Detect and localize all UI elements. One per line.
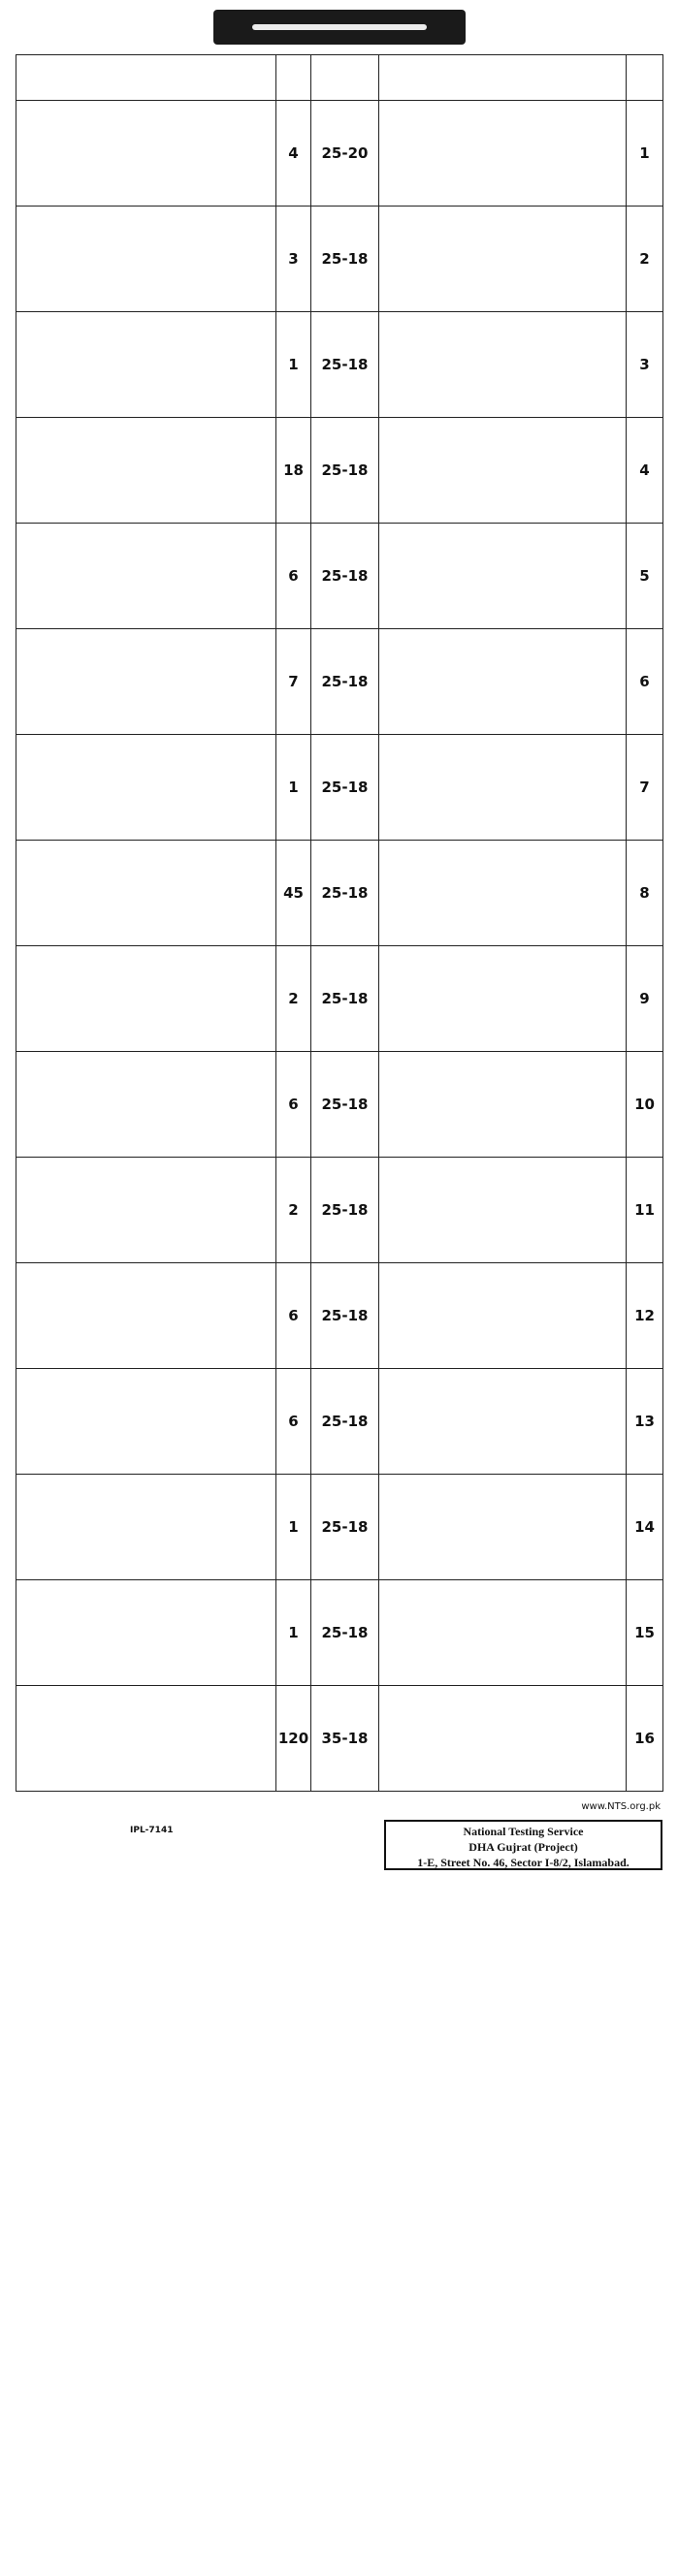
serial-cell: [627, 1263, 663, 1369]
serial-cell: [627, 312, 663, 418]
post-title-cell: [379, 735, 627, 841]
age-range-cell: [311, 841, 379, 946]
post-title-cell: [379, 1475, 627, 1580]
serial-cell-text: 2: [639, 250, 650, 268]
qualification-cell: [16, 1475, 276, 1580]
post-title-cell: [379, 207, 627, 312]
serial-cell: [627, 207, 663, 312]
qualification-cell: [16, 735, 276, 841]
qualification-cell: [16, 524, 276, 629]
age-range-cell-text: 25-18: [321, 461, 369, 479]
age-range-cell: [311, 418, 379, 524]
post-count-cell-text: 4: [288, 144, 299, 162]
table-row: [16, 524, 663, 629]
age-range-cell: [311, 1369, 379, 1475]
age-range-cell: [311, 735, 379, 841]
qualification-cell: [16, 1263, 276, 1369]
post-count-cell: [276, 1158, 311, 1263]
post-title-cell: [379, 418, 627, 524]
qualification-cell: [16, 207, 276, 312]
header-post: [379, 55, 627, 101]
post-title-cell: [379, 1158, 627, 1263]
age-range-cell-text: 25-18: [321, 1413, 369, 1430]
serial-cell: [627, 735, 663, 841]
serial-cell: [627, 1052, 663, 1158]
post-count-cell: [276, 524, 311, 629]
serial-cell-text: 16: [634, 1730, 655, 1747]
post-count-cell: [276, 841, 311, 946]
table-header-row: [16, 55, 663, 101]
serial-cell-text: 8: [639, 884, 650, 902]
post-count-cell: [276, 1580, 311, 1686]
table-row: [16, 1158, 663, 1263]
nts-name: National Testing Service: [463, 1825, 584, 1838]
post-count-cell: [276, 735, 311, 841]
age-range-cell: [311, 101, 379, 207]
post-title-cell: [379, 629, 627, 735]
post-count-cell-text: 2: [288, 990, 299, 1007]
post-count-cell: [276, 1475, 311, 1580]
post-title-cell: [379, 841, 627, 946]
serial-cell: [627, 1158, 663, 1263]
qualification-cell: [16, 101, 276, 207]
post-count-cell-text: 6: [288, 1307, 299, 1324]
serial-cell-text: 3: [639, 356, 650, 373]
header-count: [276, 55, 311, 101]
post-count-cell-text: 1: [288, 1518, 299, 1536]
post-count-cell-text: 7: [288, 673, 299, 690]
post-count-cell-text: 3: [288, 250, 299, 268]
age-range-cell-text: 25-18: [321, 250, 369, 268]
table-row: [16, 1369, 663, 1475]
nts-website-link[interactable]: www.NTS.org.pk: [581, 1801, 661, 1812]
qualification-cell: [16, 1686, 276, 1792]
age-range-cell: [311, 1580, 379, 1686]
age-range-cell-text: 25-18: [321, 1307, 369, 1324]
post-count-cell: [276, 1686, 311, 1792]
qualification-cell: [16, 418, 276, 524]
age-range-cell: [311, 524, 379, 629]
table-row: [16, 207, 663, 312]
age-range-cell-text: 25-20: [321, 144, 369, 162]
serial-cell-text: 13: [634, 1413, 655, 1430]
serial-cell-text: 7: [639, 779, 650, 796]
post-count-cell-text: 120: [277, 1730, 309, 1747]
serial-cell-text: 11: [634, 1201, 655, 1219]
nts-project: DHA Gujrat (Project): [468, 1840, 578, 1854]
header-qualification: [16, 55, 276, 101]
serial-cell: [627, 1686, 663, 1792]
age-range-cell: [311, 1475, 379, 1580]
advert-footer: [16, 1820, 662, 1876]
post-title-cell: [379, 1580, 627, 1686]
serial-cell: [627, 418, 663, 524]
age-range-cell: [311, 1263, 379, 1369]
post-count-cell-text: 45: [283, 884, 304, 902]
serial-cell: [627, 1475, 663, 1580]
serial-cell: [627, 101, 663, 207]
qualification-cell: [16, 1580, 276, 1686]
qualification-cell: [16, 841, 276, 946]
table-row: [16, 841, 663, 946]
age-range-cell: [311, 629, 379, 735]
age-range-cell-text: 25-18: [321, 779, 369, 796]
post-title-cell: [379, 312, 627, 418]
table-row: [16, 629, 663, 735]
table-row: [16, 946, 663, 1052]
serial-cell-text: 10: [634, 1096, 655, 1113]
serial-cell-text: 6: [639, 673, 650, 690]
post-count-cell: [276, 207, 311, 312]
age-range-cell-text: 25-18: [321, 1096, 369, 1113]
post-count-cell: [276, 1369, 311, 1475]
age-range-cell-text: 25-18: [321, 884, 369, 902]
serial-cell-text: 12: [634, 1307, 655, 1324]
ipl-code: IPL-7141: [130, 1826, 174, 1835]
post-count-cell: [276, 418, 311, 524]
age-range-cell: [311, 1158, 379, 1263]
qualification-cell: [16, 629, 276, 735]
post-count-cell-text: 6: [288, 567, 299, 585]
post-count-cell-text: 1: [288, 779, 299, 796]
post-count-cell: [276, 101, 311, 207]
table-body: [16, 101, 663, 1792]
post-count-cell: [276, 629, 311, 735]
age-range-cell: [311, 207, 379, 312]
post-count-cell-text: 2: [288, 1201, 299, 1219]
post-title-cell: [379, 524, 627, 629]
nts-address-box: [384, 1820, 662, 1870]
advert-title-banner: [213, 10, 466, 45]
age-range-cell: [311, 946, 379, 1052]
serial-cell-text: 14: [634, 1518, 655, 1536]
table-row: [16, 1263, 663, 1369]
qualification-cell: [16, 312, 276, 418]
vacancies-table: [16, 54, 663, 1792]
table-row: [16, 1580, 663, 1686]
serial-cell: [627, 1369, 663, 1475]
header-age: [311, 55, 379, 101]
serial-cell: [627, 1580, 663, 1686]
age-range-cell-text: 35-18: [321, 1730, 369, 1747]
qualification-cell: [16, 946, 276, 1052]
serial-cell: [627, 524, 663, 629]
table-row: [16, 1052, 663, 1158]
post-title-cell: [379, 1686, 627, 1792]
age-range-cell: [311, 1686, 379, 1792]
table-row: [16, 418, 663, 524]
age-range-cell: [311, 312, 379, 418]
nts-address: 1-E, Street No. 46, Sector I-8/2, Islamabad.: [417, 1856, 630, 1869]
table-row: [16, 735, 663, 841]
age-range-cell-text: 25-18: [321, 356, 369, 373]
post-count-cell-text: 6: [288, 1096, 299, 1113]
age-range-cell: [311, 1052, 379, 1158]
post-title-cell: [379, 1369, 627, 1475]
serial-cell: [627, 841, 663, 946]
post-count-cell-text: 18: [283, 461, 304, 479]
table-row: [16, 1475, 663, 1580]
post-title-cell: [379, 101, 627, 207]
age-range-cell-text: 25-18: [321, 673, 369, 690]
post-count-cell: [276, 946, 311, 1052]
post-title-cell: [379, 946, 627, 1052]
post-title-cell: [379, 1263, 627, 1369]
post-title-cell: [379, 1052, 627, 1158]
post-count-cell: [276, 312, 311, 418]
age-range-cell-text: 25-18: [321, 1624, 369, 1641]
table-row: [16, 312, 663, 418]
age-range-cell-text: 25-18: [321, 1201, 369, 1219]
qualification-cell: [16, 1052, 276, 1158]
serial-cell: [627, 629, 663, 735]
post-count-cell-text: 1: [288, 356, 299, 373]
table-row: [16, 101, 663, 207]
age-range-cell-text: 25-18: [321, 1518, 369, 1536]
post-count-cell-text: 1: [288, 1624, 299, 1641]
nts-link-row: [17, 1801, 661, 1812]
serial-cell-text: 1: [639, 144, 650, 162]
qualification-cell: [16, 1158, 276, 1263]
post-count-cell: [276, 1052, 311, 1158]
serial-cell-text: 5: [639, 567, 650, 585]
header-serial: [627, 55, 663, 101]
qualification-cell: [16, 1369, 276, 1475]
serial-cell-text: 15: [634, 1624, 655, 1641]
age-range-cell-text: 25-18: [321, 990, 369, 1007]
post-count-cell: [276, 1263, 311, 1369]
post-count-cell-text: 6: [288, 1413, 299, 1430]
table-row: [16, 1686, 663, 1792]
serial-cell: [627, 946, 663, 1052]
age-range-cell-text: 25-18: [321, 567, 369, 585]
serial-cell-text: 9: [639, 990, 650, 1007]
serial-cell-text: 4: [639, 461, 650, 479]
